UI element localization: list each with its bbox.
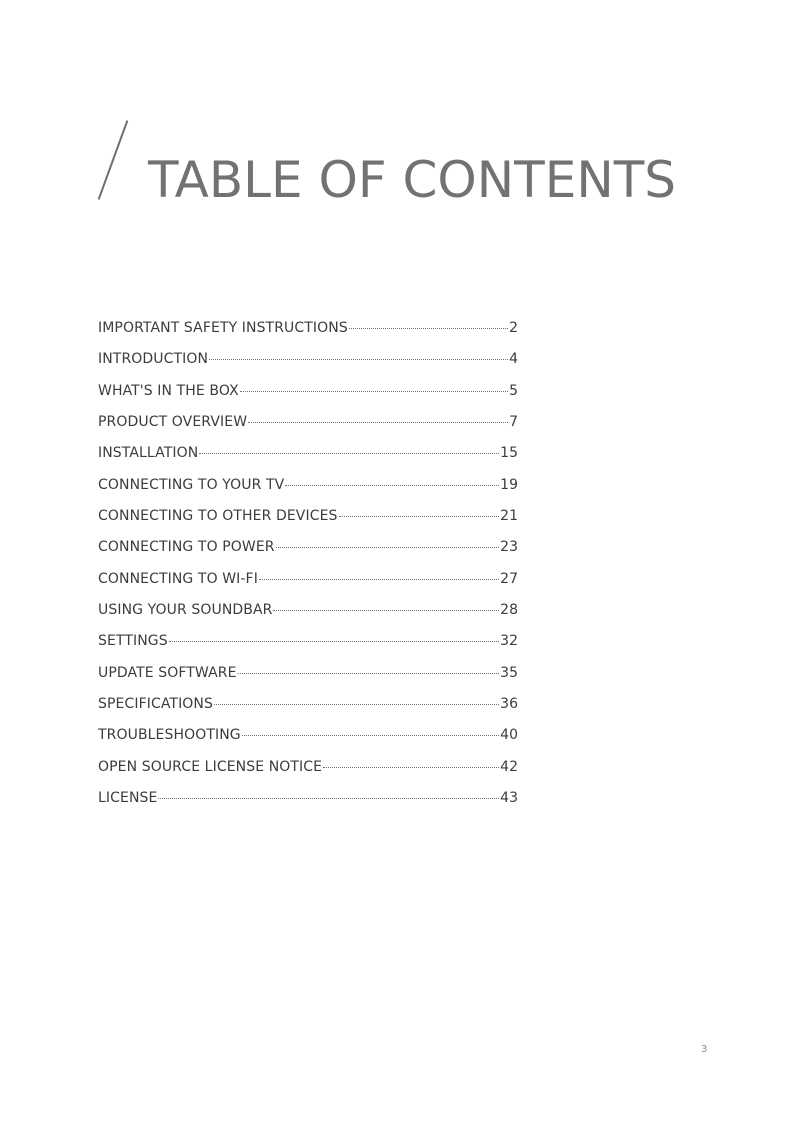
toc-entry-page: 28 [500, 602, 518, 619]
toc-entry[interactable] [98, 445, 518, 476]
dot-leader [259, 578, 499, 580]
toc-entry[interactable] [98, 383, 518, 414]
dot-leader [209, 358, 508, 360]
dot-leader [276, 546, 500, 548]
toc-entry-label: UPDATE SOFTWARE [98, 664, 237, 681]
toc-entry-page: 43 [500, 790, 518, 807]
toc-entry[interactable] [98, 665, 518, 696]
toc-entry[interactable] [98, 508, 518, 539]
dot-leader [158, 797, 499, 799]
toc-entry-page: 5 [509, 382, 518, 399]
toc-entry[interactable] [98, 759, 518, 790]
toc-entry-page: 7 [509, 414, 518, 431]
dot-leader [199, 452, 499, 454]
page-number: 3 [701, 1044, 708, 1055]
toc-entry-page: 35 [500, 664, 518, 681]
toc-entry-page: 36 [500, 696, 518, 713]
dot-leader [273, 609, 499, 611]
toc-entry-page: 27 [500, 570, 518, 587]
toc-entry[interactable] [98, 320, 518, 351]
dot-leader [323, 766, 499, 768]
toc-entry-page: 2 [509, 320, 518, 336]
dot-leader [285, 484, 499, 486]
toc-entry-page: 4 [509, 351, 518, 368]
toc-entry-label: CONNECTING TO WI-FI [98, 570, 258, 587]
table-of-contents [98, 320, 518, 822]
toc-entry[interactable] [98, 633, 518, 664]
dot-leader [242, 734, 499, 736]
toc-entry-label: INTRODUCTION [98, 351, 209, 368]
slash-decoration [98, 120, 129, 200]
toc-entry[interactable] [98, 414, 518, 445]
toc-entry[interactable] [98, 539, 518, 570]
toc-entry-label: CONNECTING TO POWER [98, 539, 275, 556]
toc-entry-page: 15 [500, 445, 518, 462]
toc-entry[interactable] [98, 602, 518, 633]
toc-entry-page: 23 [500, 539, 518, 556]
toc-entry[interactable] [98, 477, 518, 508]
toc-entry[interactable] [98, 571, 518, 602]
toc-entry-page: 32 [500, 633, 518, 650]
dot-leader [214, 703, 499, 705]
dot-leader [248, 421, 508, 423]
toc-entry-label: TROUBLESHOOTING [98, 727, 241, 744]
toc-entry-label: CONNECTING TO OTHER DEVICES [98, 508, 338, 525]
toc-entry-label: SPECIFICATIONS [98, 696, 213, 713]
dot-leader [238, 672, 500, 674]
page-title: TABLE OF CONTENTS [148, 151, 677, 209]
toc-entry-label: INSTALLATION [98, 445, 199, 462]
toc-entry-label: LICENSE [98, 790, 158, 807]
toc-entry[interactable] [98, 727, 518, 758]
toc-entry[interactable] [98, 696, 518, 727]
toc-entry-label: OPEN SOURCE LICENSE NOTICE [98, 758, 323, 775]
toc-entry-label: CONNECTING TO YOUR TV [98, 476, 285, 493]
toc-entry-label: USING YOUR SOUNDBAR [98, 602, 273, 619]
toc-entry[interactable] [98, 351, 518, 382]
toc-entry-label: SETTINGS [98, 633, 168, 650]
dot-leader [339, 515, 500, 517]
toc-entry-label: PRODUCT OVERVIEW [98, 414, 248, 431]
dot-leader [240, 390, 508, 392]
toc-entry-label: IMPORTANT SAFETY INSTRUCTIONS [98, 320, 348, 336]
toc-entry-label: WHAT'S IN THE BOX [98, 382, 239, 399]
toc-entry-page: 40 [500, 727, 518, 744]
dot-leader [169, 640, 499, 642]
toc-entry-page: 19 [500, 476, 518, 493]
toc-entry-page: 42 [500, 758, 518, 775]
page-header [96, 112, 736, 212]
toc-entry[interactable] [98, 790, 518, 821]
dot-leader [349, 327, 508, 329]
toc-entry-page: 21 [500, 508, 518, 525]
